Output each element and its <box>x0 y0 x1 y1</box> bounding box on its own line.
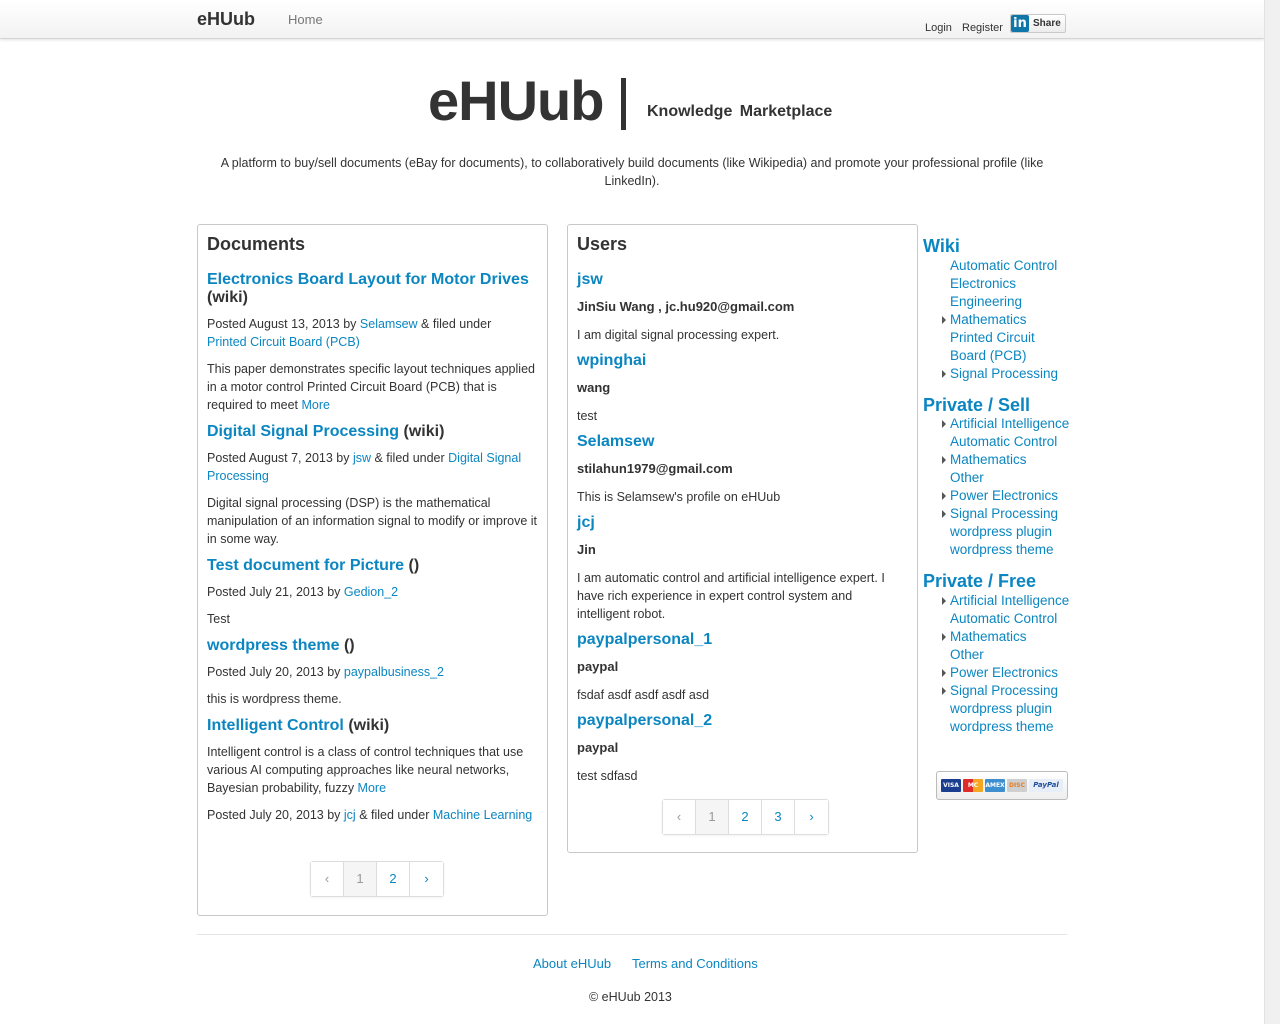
sidebar-category-label: Printed Circuit Board (PCB) <box>950 330 1035 363</box>
pager-next[interactable]: › <box>410 862 443 896</box>
linkedin-share-button[interactable] <box>1010 14 1066 33</box>
expand-arrow-icon[interactable] <box>942 687 946 695</box>
sidebar-category-link[interactable] <box>942 682 1082 700</box>
sidebar-category-label: Power Electronics <box>950 665 1059 680</box>
expand-arrow-icon[interactable] <box>942 316 946 324</box>
user-bio: I am digital signal processing expert. <box>577 328 780 342</box>
user-item <box>577 433 908 506</box>
sidebar-category-label: Mathematics <box>950 452 1027 467</box>
user-name-link[interactable]: paypalpersonal_2 <box>577 712 713 729</box>
author-link[interactable]: Selamsew <box>359 317 418 331</box>
user-realname: paypal <box>577 659 619 674</box>
hero-divider <box>621 78 626 130</box>
document-item <box>207 557 538 628</box>
sidebar-category-link[interactable] <box>942 628 1082 646</box>
users-heading: Users <box>577 234 628 254</box>
pager-page-1[interactable]: 1 <box>696 800 729 834</box>
document-kind: (wiki) <box>207 289 248 306</box>
sidebar-category-label: Signal Processing <box>950 506 1059 521</box>
document-excerpt <box>207 743 538 797</box>
sidebar-category-link[interactable] <box>942 700 1082 718</box>
meta-text: Posted August 7, 2013 by <box>207 451 353 465</box>
amex-card-icon: AMEX <box>985 779 1005 792</box>
more-link[interactable]: More <box>301 398 330 412</box>
sidebar-category-label: Signal Processing <box>950 366 1059 381</box>
expand-arrow-icon[interactable] <box>942 597 946 605</box>
sidebar-category-link[interactable] <box>942 257 1072 275</box>
sidebar-category-label: Automatic Control <box>950 258 1058 273</box>
paypal-icon: PayPal <box>1029 779 1063 792</box>
sidebar-category-link[interactable] <box>942 487 1082 505</box>
document-meta <box>207 315 538 351</box>
pager-page-1[interactable]: 1 <box>344 862 377 896</box>
pager-page-2[interactable]: 2 <box>729 800 762 834</box>
document-kind: () <box>343 637 355 654</box>
sidebar-category-label: wordpress theme <box>950 542 1054 557</box>
document-excerpt: Digital signal processing (DSP) is the mathematical manipulation of an information signal to modify or improve it in some way. <box>207 496 538 546</box>
sidebar-sell-heading[interactable]: Private / Sell <box>923 395 1031 415</box>
footer-copyright: © eHUub 2013 <box>589 990 672 1004</box>
user-realname: JinSiu Wang , jc.hu920@gmail.com <box>577 299 795 314</box>
sidebar-category-link[interactable] <box>942 415 1082 433</box>
mastercard-icon: MC <box>963 779 983 792</box>
payment-cards-badge <box>936 771 1068 800</box>
sidebar-category-label: wordpress plugin <box>950 524 1053 539</box>
sidebar-free-heading[interactable]: Private / Free <box>923 571 1037 591</box>
sidebar-category-link[interactable] <box>942 275 1072 311</box>
sidebar-category-link[interactable] <box>942 311 1072 329</box>
sidebar-category-link[interactable] <box>942 469 1082 487</box>
sidebar-category-link[interactable] <box>942 505 1082 523</box>
author-link[interactable]: jcj <box>343 808 356 822</box>
user-bio: fsdaf asdf asdf asdf asd <box>577 688 710 702</box>
sidebar-category-label: Mathematics <box>950 312 1027 327</box>
sidebar-wiki-list <box>942 257 1072 383</box>
user-realname: wang <box>577 380 611 395</box>
sidebar-category-link[interactable] <box>942 718 1082 736</box>
sidebar-category-label: Signal Processing <box>950 683 1059 698</box>
share-label: Share <box>1033 18 1061 29</box>
pager-prev[interactable]: ‹ <box>311 862 344 896</box>
navbar-brand[interactable]: eHUub <box>197 9 255 29</box>
expand-arrow-icon[interactable] <box>942 420 946 428</box>
meta-text: Posted July 20, 2013 by <box>207 808 344 822</box>
pager-page-2[interactable]: 2 <box>377 862 410 896</box>
documents-panel <box>197 224 548 916</box>
meta-text: Posted July 20, 2013 by <box>207 665 344 679</box>
category-link[interactable]: Machine Learning <box>432 808 533 822</box>
sidebar-category-label: Mathematics <box>950 629 1027 644</box>
footer-terms-link[interactable]: Terms and Conditions <box>632 956 758 971</box>
more-link[interactable]: More <box>357 781 387 795</box>
document-kind: (wiki) <box>403 423 445 440</box>
expand-arrow-icon[interactable] <box>942 633 946 641</box>
document-title-link[interactable]: Digital Signal Processing <box>207 423 400 440</box>
user-item <box>577 514 908 623</box>
sidebar-category-link[interactable] <box>942 523 1082 541</box>
user-name-link[interactable]: paypalpersonal_1 <box>577 631 713 648</box>
sidebar-category-link[interactable] <box>942 592 1082 610</box>
user-name-link[interactable]: jsw <box>577 271 603 288</box>
linkedin-icon: in <box>1011 15 1029 32</box>
user-name-link[interactable]: wpinghai <box>577 352 647 369</box>
document-item <box>207 637 538 708</box>
sidebar-category-label: Other <box>950 647 984 662</box>
sidebar-category-link[interactable] <box>942 664 1082 682</box>
pager-prev[interactable]: ‹ <box>663 800 696 834</box>
sidebar-category-link[interactable] <box>942 610 1082 628</box>
user-item <box>577 712 908 785</box>
documents-heading: Documents <box>207 234 306 254</box>
sidebar-category-link[interactable] <box>942 365 1072 383</box>
category-link[interactable]: Digital Signal Processing <box>207 451 522 483</box>
expand-arrow-icon[interactable] <box>942 492 946 500</box>
pager-page-3[interactable]: 3 <box>762 800 795 834</box>
sidebar-category-link[interactable] <box>942 433 1082 451</box>
meta-text: Posted July 21, 2013 by <box>207 585 344 599</box>
discover-card-icon: DISC <box>1007 779 1027 792</box>
meta-text: & filed under <box>355 808 433 822</box>
document-item <box>207 717 538 824</box>
meta-text: Posted August 13, 2013 by <box>207 317 360 331</box>
sidebar-wiki-heading[interactable]: Wiki <box>923 236 960 256</box>
expand-arrow-icon[interactable] <box>942 370 946 378</box>
user-realname: Jin <box>577 542 596 557</box>
sidebar-category-label: wordpress plugin <box>950 701 1053 716</box>
sidebar-free-list <box>942 592 1082 736</box>
login-link[interactable]: Login <box>925 22 952 34</box>
footer-divider <box>197 934 1067 935</box>
user-bio: This is Selamsew's profile on eHUub <box>577 490 781 504</box>
document-excerpt <box>207 360 538 414</box>
document-title-link[interactable]: Electronics Board Layout for Motor Drives <box>207 271 529 288</box>
author-link[interactable]: Gedion_2 <box>343 585 399 599</box>
user-item <box>577 352 908 425</box>
documents-pagination <box>310 861 444 897</box>
top-navbar <box>0 0 1264 39</box>
sidebar-category-label: Power Electronics <box>950 488 1059 503</box>
sidebar-category-label: Automatic Control <box>950 434 1058 449</box>
hero-description: A platform to buy/sell documents (eBay for documents), to collaboratively build documents (like Wikipedia) and promote your professional profile (like LinkedIn). <box>220 156 1044 188</box>
hero-tagline: Knowledge Marketplace <box>647 103 833 120</box>
user-realname: paypal <box>577 740 619 755</box>
author-link[interactable]: paypalbusiness_2 <box>343 665 444 679</box>
excerpt-text: Intelligent control is a class of control techniques that use various AI computing approaches like neural networks, Bayesian probability, fuzzy <box>207 745 524 795</box>
meta-text: & filed under <box>417 317 492 331</box>
vertical-scrollbar[interactable] <box>1264 0 1280 1024</box>
sidebar-category-label: Artificial Intelligence <box>950 593 1070 608</box>
user-realname: stilahun1979@gmail.com <box>577 461 733 476</box>
sidebar-category-label: Artificial Intelligence <box>950 416 1070 431</box>
sidebar-category-link[interactable] <box>942 541 1082 559</box>
sidebar-category-link[interactable] <box>942 646 1082 664</box>
excerpt-text: This paper demonstrates specific layout techniques applied in a motor control Printed Circuit Board (PCB) that is required to meet <box>207 362 535 412</box>
author-link[interactable]: jsw <box>352 451 372 465</box>
user-name-link[interactable]: Selamsew <box>577 433 655 450</box>
user-bio: test sdfasd <box>577 769 638 783</box>
document-item <box>207 271 538 414</box>
sidebar-category-label: Other <box>950 470 984 485</box>
user-item <box>577 631 908 704</box>
sidebar-category-link[interactable] <box>942 451 1082 469</box>
document-excerpt: this is wordpress theme. <box>207 692 342 706</box>
users-panel <box>567 224 918 853</box>
document-title-link[interactable]: wordpress theme <box>207 637 340 654</box>
meta-text: & filed under <box>371 451 449 465</box>
category-link[interactable]: Printed Circuit Board (PCB) <box>207 335 360 349</box>
document-item <box>207 423 538 548</box>
user-bio: I am automatic control and artificial intelligence expert. I have rich experience in expert control system and intelligent robot. <box>577 571 885 621</box>
user-bio: test <box>577 409 598 423</box>
sidebar-category-link[interactable] <box>942 329 1072 365</box>
document-excerpt: Test <box>207 612 230 626</box>
user-item <box>577 271 908 344</box>
sidebar-sell-list <box>942 415 1082 559</box>
hero-logo: eHUub <box>428 69 604 132</box>
expand-arrow-icon[interactable] <box>942 456 946 464</box>
sidebar-category-label: Electronics Engineering <box>950 276 1023 309</box>
expand-arrow-icon[interactable] <box>942 510 946 518</box>
visa-card-icon: VISA <box>941 779 961 792</box>
users-pagination <box>662 799 829 835</box>
register-link[interactable]: Register <box>962 22 1003 34</box>
document-meta <box>207 449 538 485</box>
document-meta <box>207 663 538 681</box>
sidebar-category-label: Automatic Control <box>950 611 1058 626</box>
user-name-link[interactable]: jcj <box>577 514 595 531</box>
sidebar-category-label: wordpress theme <box>950 719 1054 734</box>
document-meta <box>207 806 538 824</box>
pager-next[interactable]: › <box>795 800 828 834</box>
footer-about-link[interactable]: About eHUub <box>533 956 612 971</box>
document-title-link[interactable]: Intelligent Control <box>207 717 344 734</box>
nav-home-link[interactable]: Home <box>288 12 323 27</box>
document-kind: () <box>408 557 420 574</box>
document-title-link[interactable]: Test document for Picture <box>207 557 405 574</box>
document-kind: (wiki) <box>348 717 390 734</box>
document-meta <box>207 583 538 601</box>
expand-arrow-icon[interactable] <box>942 669 946 677</box>
